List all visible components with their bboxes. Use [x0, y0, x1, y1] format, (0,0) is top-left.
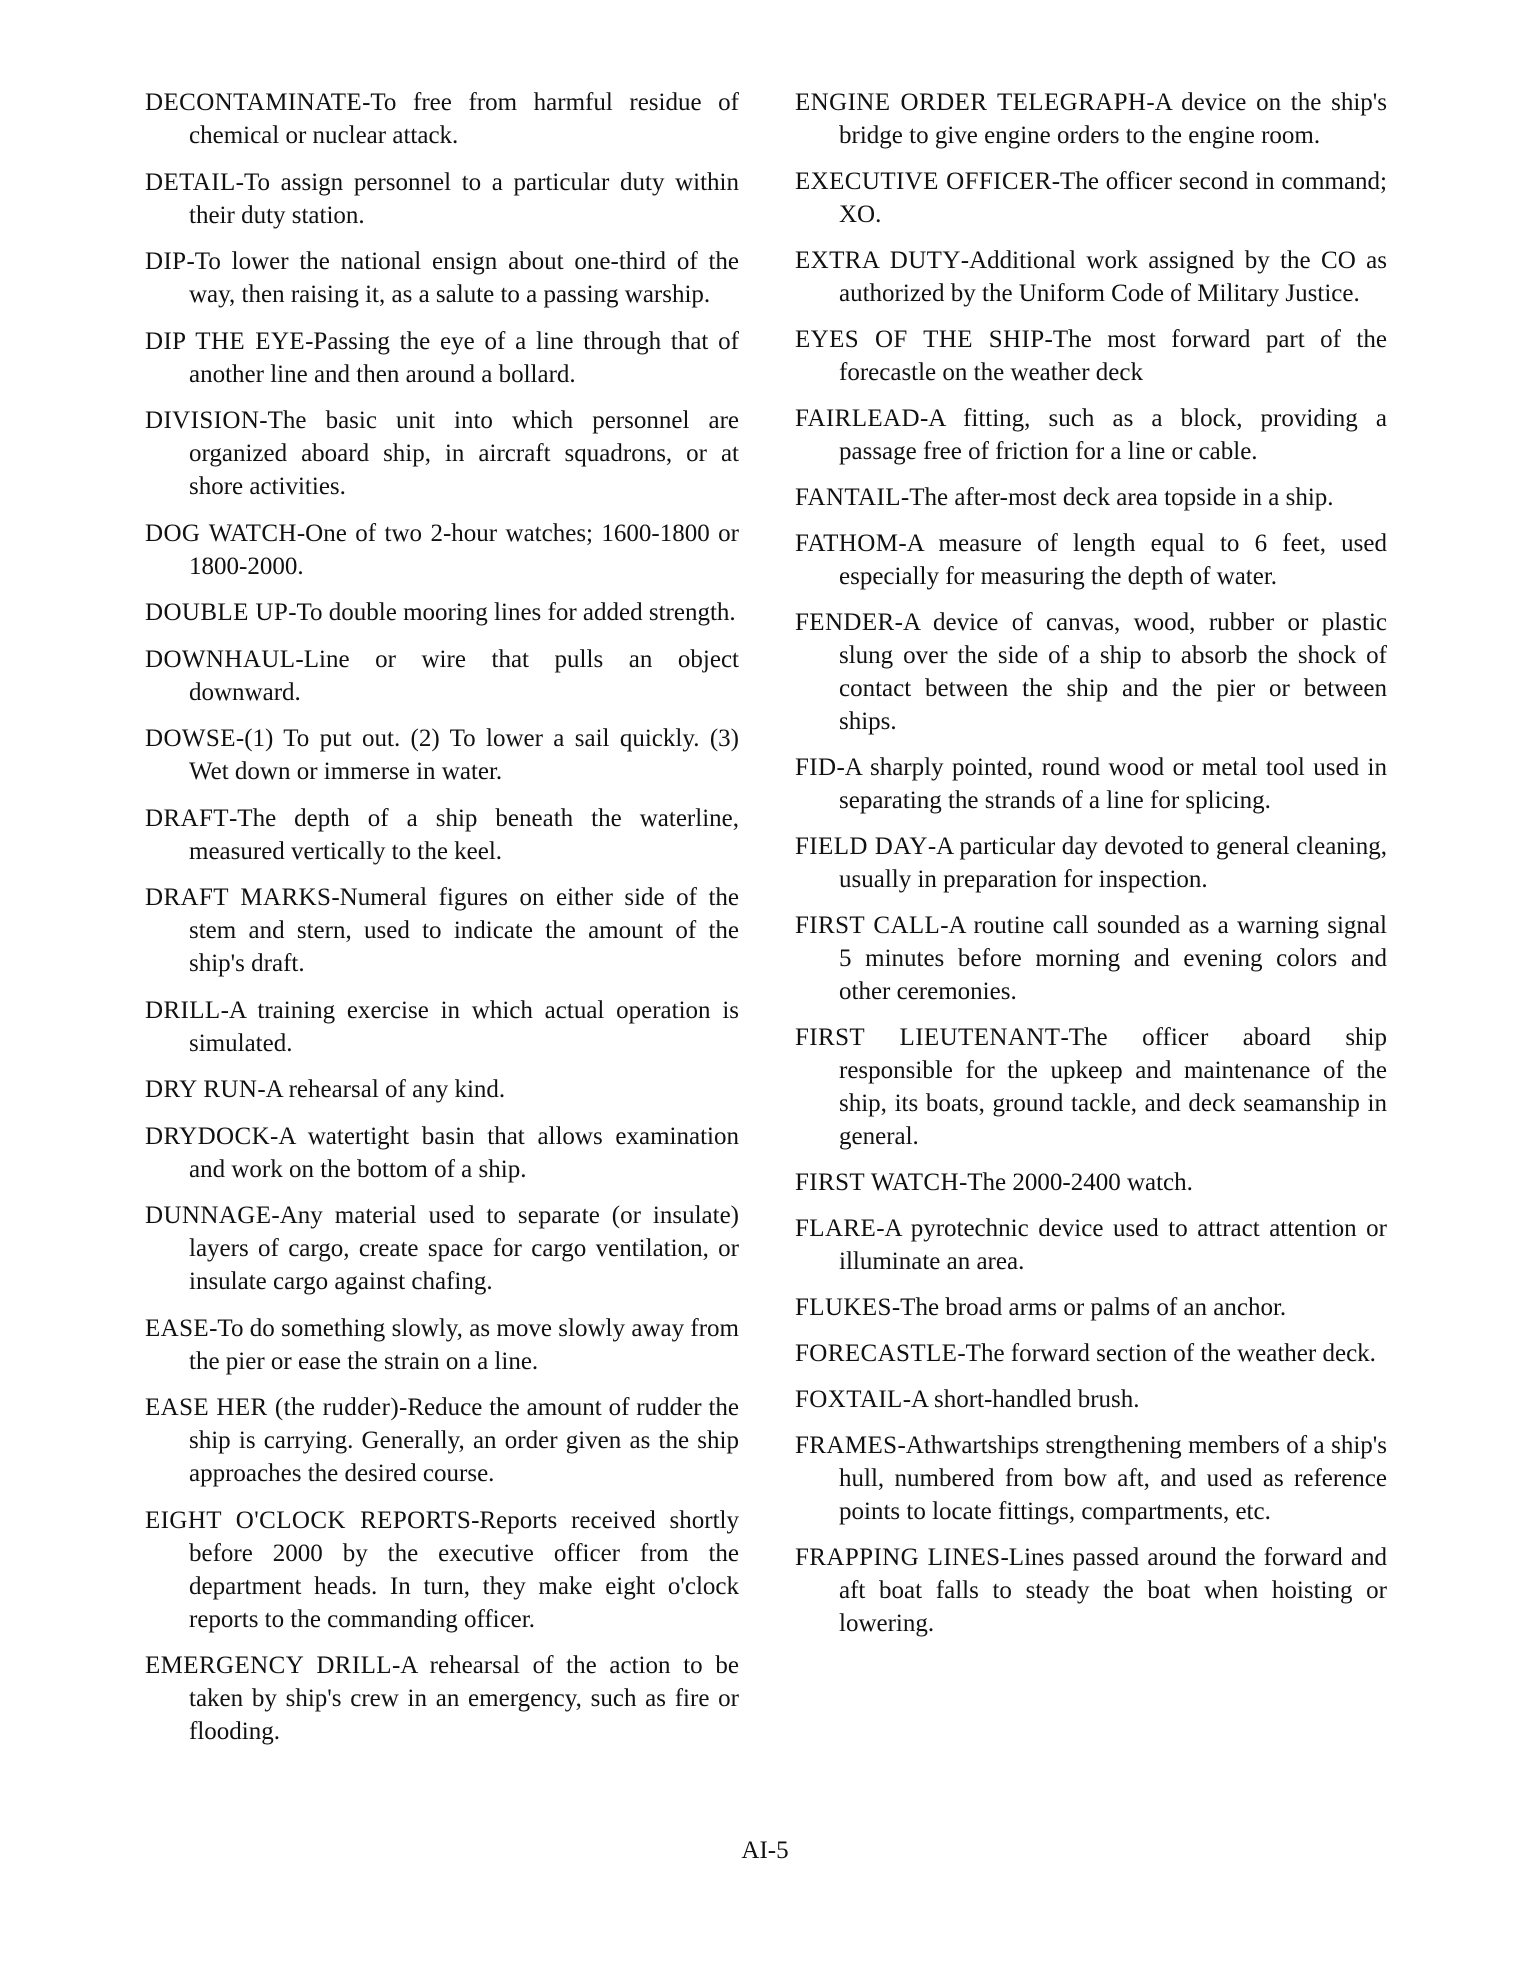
glossary-entry [795, 1337, 1387, 1370]
glossary-entry [145, 1504, 739, 1636]
glossary-term: DOWNHAUL [145, 645, 296, 673]
glossary-definition: -A routine call sounded as a warning signal 5 minutes before morning and evening colors and other ceremonies. [839, 912, 1387, 1005]
glossary-definition: -Additional work assigned by the CO as authorized by the Uniform Code of Military Justice. [839, 247, 1387, 307]
glossary-entry [145, 1199, 739, 1298]
glossary-definition: -To do something slowly, as move slowly away from the pier or ease the strain on a line. [189, 1314, 739, 1375]
glossary-entry [145, 166, 739, 232]
glossary-definition: -The after-most deck area topside in a ship. [900, 484, 1334, 511]
glossary-entry [795, 1166, 1387, 1199]
glossary-entry [145, 1073, 739, 1106]
glossary-entry [145, 86, 739, 152]
glossary-definition: -A watertight basin that allows examination and work on the bottom of a ship. [189, 1122, 739, 1183]
glossary-entry [145, 596, 739, 629]
glossary-entry [795, 1291, 1387, 1324]
glossary-definition: -Numeral figures on either side of the stem and stern, used to indicate the amount of the ship's draft. [189, 884, 739, 977]
glossary-entry [795, 751, 1387, 817]
glossary-entry [145, 881, 739, 980]
glossary-definition: -To lower the national ensign about one-third of the way, then raising it, as a salute to a passing warship. [186, 248, 739, 308]
glossary-term: FIRST WATCH [795, 1169, 959, 1196]
glossary-term: DIP THE EYE [145, 327, 306, 355]
glossary-term: DRILL [145, 996, 221, 1024]
glossary-definition: -The 2000-2400 watch. [958, 1169, 1193, 1196]
glossary-definition: -Any material used to separate (or insulate) layers of cargo, create space for cargo ventilation, or insulate cargo against chafing. [189, 1202, 739, 1295]
glossary-entry [795, 1541, 1387, 1640]
glossary-definition: -The most forward part of the forecastle on the weather deck [839, 326, 1387, 386]
glossary-definition: -The broad arms or palms of an anchor. [891, 1294, 1287, 1321]
glossary-entry [145, 325, 739, 391]
glossary-term: DUNNAGE [145, 1202, 272, 1229]
glossary-entry [145, 722, 739, 788]
glossary-entry [795, 165, 1387, 231]
glossary-right-column [795, 86, 1387, 1653]
glossary-entry [145, 517, 739, 583]
glossary-term: FLARE [795, 1215, 877, 1242]
glossary-definition: -A rehearsal of any kind. [257, 1076, 506, 1103]
glossary-left-column [145, 86, 739, 1762]
glossary-term: FRAMES [795, 1432, 898, 1459]
glossary-definition: -Reports received shortly before 2000 by the executive officer from the department heads. In turn, they make eight o'clock reports to the commanding officer. [189, 1506, 740, 1633]
glossary-term: DRAFT MARKS [145, 884, 332, 911]
glossary-definition: -Reduce the amount of rudder the ship is carrying. Generally, an order given as the ship approaches the desired course. [189, 1394, 739, 1487]
glossary-definition: -A device of canvas, wood, rubber or plastic slung over the side of a ship to absorb the shock of contact between the ship and the pier or between ships. [839, 609, 1387, 735]
glossary-definition: -Passing the eye of a line through that of another line and then around a bollard. [189, 327, 739, 388]
glossary-term: EYES OF THE SHIP [795, 326, 1045, 353]
glossary-entry [145, 802, 739, 868]
glossary-term: DECONTAMINATE [145, 89, 363, 116]
glossary-term: DIP [145, 248, 187, 275]
glossary-term: EASE HER (the rudder) [145, 1394, 400, 1421]
glossary-term: EXTRA DUTY [795, 247, 961, 274]
glossary-entry [145, 1391, 739, 1490]
glossary-term: FRAPPING LINES [795, 1544, 1001, 1571]
glossary-term: FATHOM [795, 530, 899, 557]
glossary-entry [795, 402, 1387, 468]
glossary-definition: -A rehearsal of the action to be taken by ship's crew in an emergency, such as fire or flooding. [189, 1652, 739, 1745]
glossary-entry [795, 1021, 1387, 1153]
glossary-term: DOUBLE UP [145, 599, 289, 626]
glossary-entry [145, 1649, 739, 1748]
glossary-entry [795, 1383, 1387, 1416]
glossary-term: DOG WATCH [145, 519, 297, 547]
page-number: AI-5 [741, 1837, 789, 1864]
glossary-entry [145, 245, 739, 311]
glossary-definition: -The basic unit into which personnel are organized aboard ship, in aircraft squadrons, or at shore activities. [189, 407, 739, 500]
glossary-definition: -To double mooring lines for added strength. [288, 599, 736, 626]
glossary-term: EIGHT O'CLOCK REPORTS [145, 1506, 472, 1534]
glossary-entry [795, 830, 1387, 896]
glossary-term: DOWSE [145, 725, 236, 752]
glossary-term: FORECASTLE [795, 1340, 958, 1367]
glossary-definition: -A short-handled brush. [902, 1386, 1140, 1413]
glossary-entry [795, 323, 1387, 389]
glossary-definition: -Line or wire that pulls an object downward. [189, 645, 739, 706]
glossary-term: DRAFT [145, 804, 229, 832]
glossary-entry [145, 1120, 739, 1186]
glossary-term: FLUKES [795, 1294, 892, 1321]
glossary-term: FAIRLEAD [795, 405, 920, 432]
glossary-entry [795, 244, 1387, 310]
glossary-term: FIRST CALL [795, 912, 941, 939]
glossary-definition: -One of two 2-hour watches; 1600-1800 or 1800-2000. [189, 519, 739, 580]
glossary-definition: -The depth of a ship beneath the waterline, measured vertically to the keel. [189, 804, 739, 865]
glossary-definition: -To assign personnel to a particular duty within their duty station. [189, 168, 739, 229]
glossary-term: EMERGENCY DRILL [145, 1652, 392, 1679]
glossary-entry [795, 86, 1387, 152]
glossary-term: FANTAIL [795, 484, 901, 511]
glossary-definition: -(1) To put out. (2) To lower a sail quickly. (3) Wet down or immerse in water. [189, 725, 739, 785]
glossary-term: ENGINE ORDER TELEGRAPH [795, 89, 1147, 116]
glossary-entry [145, 1312, 739, 1378]
glossary-term: FIELD DAY [795, 833, 928, 860]
glossary-term: EASE [145, 1314, 210, 1342]
glossary-entry [795, 1429, 1387, 1528]
glossary-term: FID [795, 754, 837, 781]
glossary-entry [145, 404, 739, 503]
glossary-definition: -A measure of length equal to 6 feet, used especially for measuring the depth of water. [839, 530, 1387, 590]
glossary-entry [795, 527, 1387, 593]
glossary-entry [795, 606, 1387, 738]
glossary-definition: -A particular day devoted to general cleaning, usually in preparation for inspection. [839, 833, 1388, 893]
glossary-definition: -Athwartships strengthening members of a ship's hull, numbered from bow aft, and used as reference points to locate fittings, compartments, etc. [839, 1432, 1387, 1525]
glossary-term: DRY RUN [145, 1076, 258, 1103]
glossary-definition: -To free from harmful residue of chemical or nuclear attack. [189, 89, 739, 149]
glossary-term: FIRST LIEUTENANT [795, 1024, 1061, 1051]
glossary-entry [795, 1212, 1387, 1278]
glossary-definition: -Lines passed around the forward and aft boat falls to steady the boat when hoisting or lowering. [839, 1544, 1387, 1637]
glossary-definition: -A training exercise in which actual operation is simulated. [189, 996, 739, 1057]
glossary-entry [145, 643, 739, 709]
glossary-term: FOXTAIL [795, 1386, 903, 1413]
glossary-term: DIVISION [145, 407, 260, 434]
glossary-term: FENDER [795, 609, 895, 636]
glossary-definition: -A sharply pointed, round wood or metal tool used in separating the strands of a line for splicing. [836, 754, 1387, 814]
glossary-definition: -A pyrotechnic device used to attract attention or illuminate an area. [839, 1215, 1387, 1275]
glossary-term: EXECUTIVE OFFICER [795, 168, 1052, 195]
glossary-term: DETAIL [145, 168, 236, 196]
glossary-entry [795, 481, 1387, 514]
glossary-definition: -The officer second in command; XO. [839, 168, 1387, 228]
glossary-entry [795, 909, 1387, 1008]
glossary-definition: -The officer aboard ship responsible for the upkeep and maintenance of the ship, its boats, ground tackle, and deck seamanship in general. [839, 1024, 1387, 1150]
glossary-definition: -A device on the ship's bridge to give engine orders to the engine room. [839, 89, 1387, 149]
glossary-term: DRYDOCK [145, 1122, 271, 1150]
glossary-entry [145, 994, 739, 1060]
glossary-definition: -A fitting, such as a block, providing a passage free of friction for a line or cable. [839, 405, 1387, 465]
glossary-definition: -The forward section of the weather deck. [957, 1340, 1376, 1367]
